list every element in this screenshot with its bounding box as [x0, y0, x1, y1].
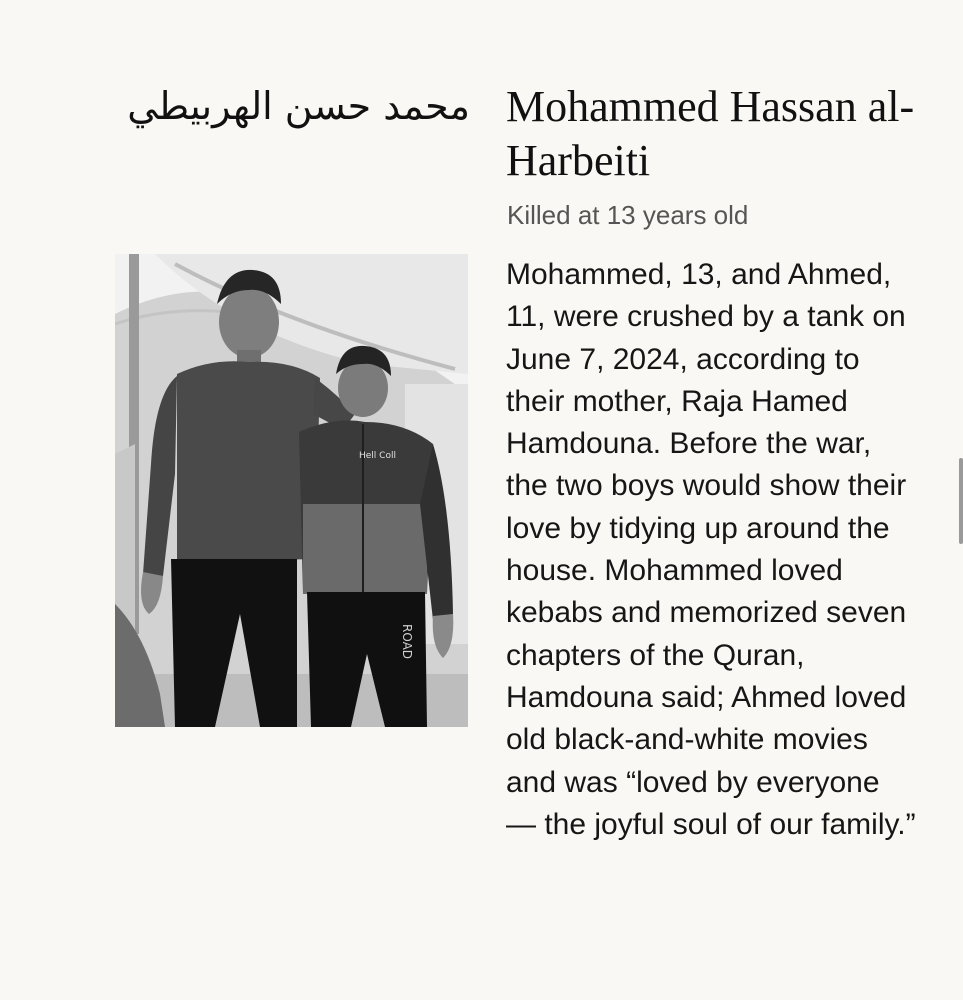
age-line: Killed at 13 years old	[507, 200, 749, 230]
arabic-name: محمد حسن الهربيطي	[127, 84, 470, 128]
portrait-photo	[115, 254, 468, 727]
person-name: Mohammed Hassan al-Harbeiti	[506, 82, 915, 185]
scrollbar[interactable]	[959, 458, 963, 544]
pants-print: ROAD	[400, 624, 414, 660]
bio-text: Mohammed, 13, and Ahmed, 11, were crushed by a tank on June 7, 2024, according to their mother, Raja Hamed Hamdouna. Before the war, the two boys would show their love by tidying up around the house. Mohammed loved kebabs and memorized seven chapters of the Quran, Hamdouna said; Ahmed loved old black-and-white movies and was “loved by everyone — the joyful soul of our family.”	[506, 258, 916, 841]
jacket-print: Hell Coll	[359, 451, 396, 461]
